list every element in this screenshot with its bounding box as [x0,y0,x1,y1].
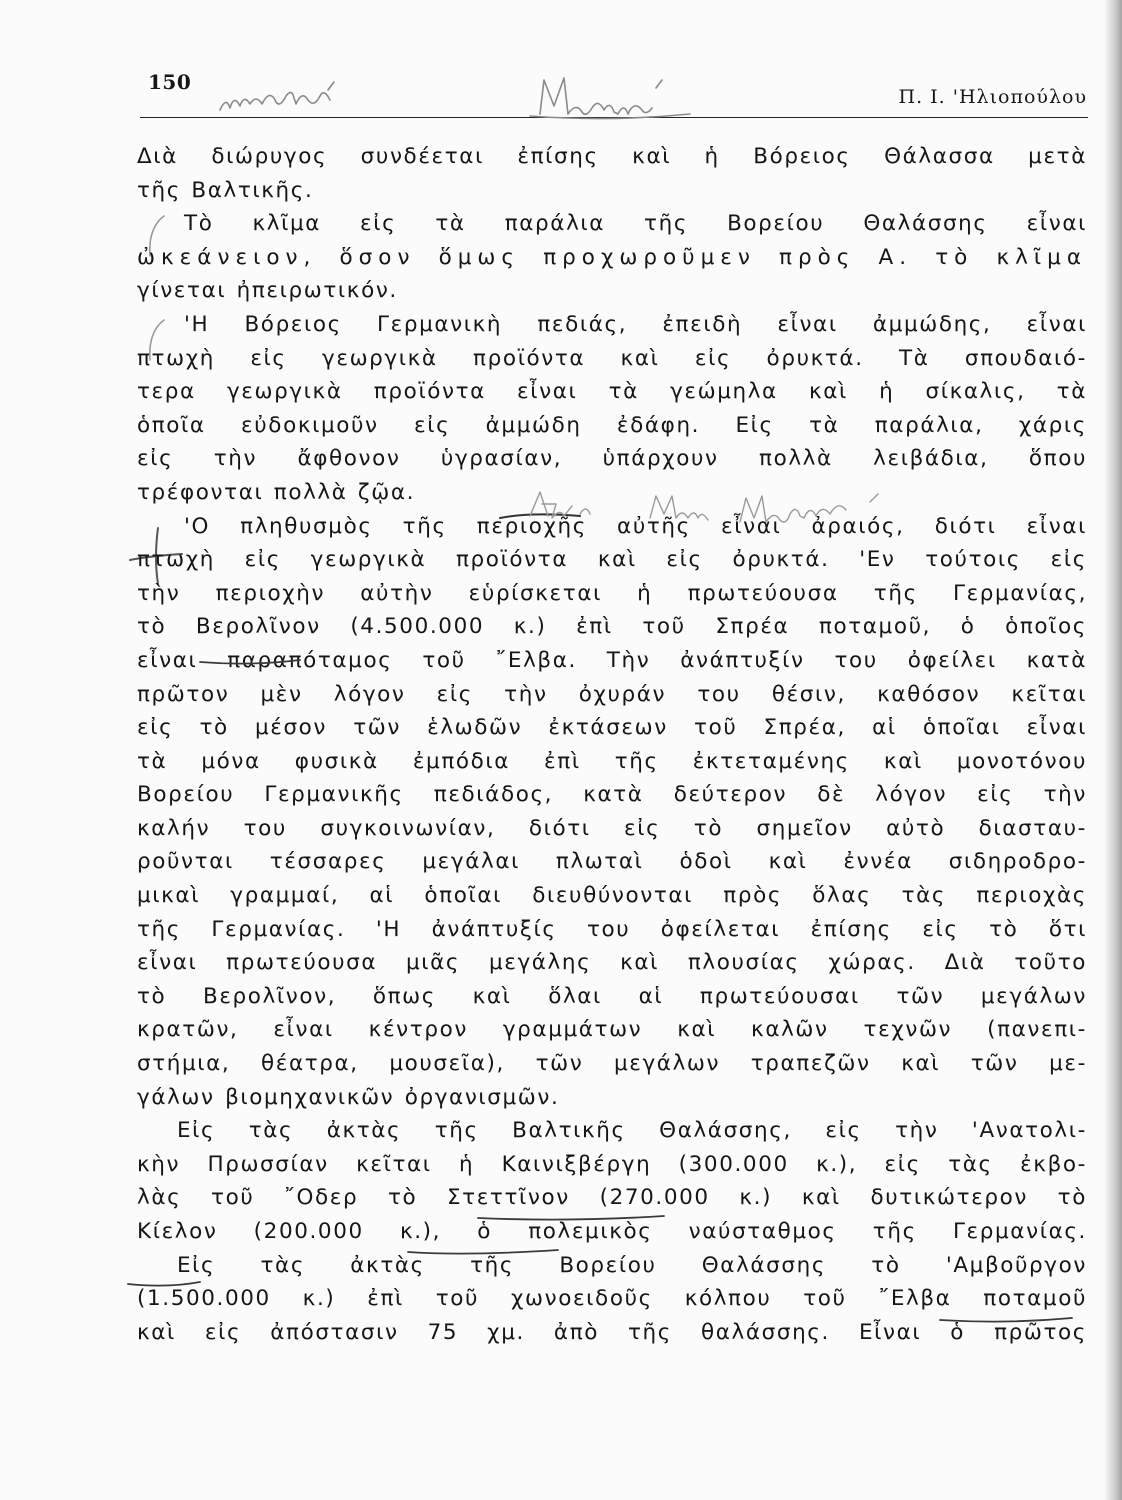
text-line: τρέφονται πολλὰ ζῷα. [137,479,416,505]
text-line: μικαὶ γραμμαί, αἱ ὁποῖαι διευθύνονται πρὸς ὅλας τὰς περιοχὰς [137,883,1087,909]
text-line-content: ὠκεάνειον, ὅσον ὅμως προχωροῦμεν πρὸς Α. τὸ κλῖμα [137,244,1087,270]
text-line: εἰς τὴν ἄφθονον ὑγρασίαν, ὑπάρχουν πολλὰ λειβάδια, ὅπου [137,446,1087,472]
text-line: κρατῶν, εἶναι κέντρον γραμμάτων καὶ καλῶν τεχνῶν (πανεπι- [137,1017,1087,1043]
text-line: 'Ο πληθυσμὸς τῆς περιοχῆς αὐτῆς εἶναι ἀραιός, διότι εἶναι [184,513,1087,539]
text-line: Εἰς τὰς ἀκτὰς τῆς Βορείου Θαλάσσης τὸ 'Αμβοῦργον [177,1252,1087,1278]
text-line: εἶναι πρωτεύουσα μιᾶς μεγάλης καὶ πλουσίας χώρας. Διὰ τοῦτο [137,950,1087,976]
running-header: Π. Ι. 'Ηλιοπούλου [898,86,1087,108]
text-line: καλήν του συγκοινωνίαν, διότι εἰς τὸ σημεῖον αὐτὸ διασταυ- [137,815,1087,841]
text-line: ροῦνται τέσσαρες μεγάλαι πλωταὶ ὁδοὶ καὶ ἐννέα σιδηροδρο- [137,849,1087,875]
text-line: τῆς Γερμανίας. 'Η ἀνάπτυξίς του ὀφείλεται ἐπίσης εἰς τὸ ὅτι [137,916,1087,942]
text-line [137,241,1087,275]
text-line: τῆς Βαλτικῆς. [137,177,314,203]
page-body-text [137,140,1087,1349]
binding-shadow [1104,0,1122,1500]
text-line: στήμια, θέατρα, μουσεῖα), τῶν μεγάλων τραπεζῶν καὶ τῶν με- [137,1051,1087,1077]
text-line: Εἰς τὰς ἀκτὰς τῆς Βαλτικῆς Θαλάσσης, εἰς τὴν 'Ανατολι- [177,1118,1087,1144]
text-line: Διὰ διώρυγος συνδέεται ἐπίσης καὶ ἡ Βόρειος Θάλασσα μετὰ [137,144,1087,169]
text-line: τὴν περιοχὴν αὐτὴν εὑρίσκεται ἡ πρωτεύουσα τῆς Γερμανίας, [137,580,1087,606]
text-line: 'Η Βόρειος Γερμανικὴ πεδιάς, ἐπειδὴ εἶναι ἀμμώδης, εἶναι [184,311,1087,337]
text-line: κὴν Πρωσσίαν κεῖται ἡ Καινιξβέργη (300.000 κ.), εἰς τὰς ἐκβο- [137,1151,1087,1177]
text-line: πτωχὴ εἰς γεωργικὰ προϊόντα καὶ εἰς ὀρυκτά. Τὰ σπουδαιό- [137,345,1087,371]
text-line: λὰς τοῦ ῎Οδερ τὸ Στεττῖνον (270.000 κ.) καὶ δυτικώτερον τὸ [137,1185,1087,1211]
text-line: γίνεται ἠπειρωτικόν. [137,278,398,304]
text-line: εἰς τὸ μέσον τῶν ἑλωδῶν ἐκτάσεων τοῦ Σπρέα, αἱ ὁποῖαι εἶναι [137,715,1087,741]
page-number: 150 [148,70,192,94]
text-line: πρῶτον μὲν λόγον εἰς τὴν ὀχυράν του θέσιν, καθόσον κεῖται [137,681,1087,707]
text-line: τερα γεωργικὰ προϊόντα εἶναι τὰ γεώμηλα καὶ ἡ σίκαλις, τὰ [137,379,1087,405]
text-line: πτωχὴ εἰς γεωργικὰ προϊόντα καὶ εἰς ὀρυκτά. 'Εν τούτοις εἰς [137,547,1087,573]
text-line: Βορείου Γερμανικῆς πεδιάδος, κατὰ δεύτερον δὲ λόγον εἰς τὴν [137,782,1087,808]
text-line: τὸ Βερολῖνον, ὅπως καὶ ὅλαι αἱ πρωτεύουσαι τῶν μεγάλων [137,983,1087,1009]
text-line: εἶναι παραπόταμος τοῦ ῎Ελβα. Τὴν ἀνάπτυξίν του ὀφείλει κατὰ [137,647,1087,673]
text-line: καὶ εἰς ἀπόστασιν 75 χμ. ἀπὸ τῆς θαλάσσης. Εἶναι ὁ πρῶτος [137,1319,1087,1345]
text-line: τὸ Βερολῖνον (4.500.000 κ.) ἐπὶ τοῦ Σπρέα ποταμοῦ, ὁ ὁποῖος [137,614,1087,640]
text-line: (1.500.000 κ.) ἐπὶ τοῦ χωνοειδοῦς κόλπου τοῦ ῎Ελβα ποταμοῦ [137,1286,1087,1312]
text-line: ὁποῖα εὐδοκιμοῦν εἰς ἀμμώδη ἐδάφη. Εἰς τὰ παράλια, χάρις [137,412,1087,438]
handwritten-signature [200,68,720,128]
text-line: Τὸ κλῖμα εἰς τὰ παράλια τῆς Βορείου Θαλάσσης εἶναι [184,211,1087,237]
text-line: γάλων βιομηχανικῶν ὀργανισμῶν. [137,1084,560,1110]
text-line: τὰ μόνα φυσικὰ ἐμπόδια ἐπὶ τῆς ἐκτεταμένης καὶ μονοτόνου [137,748,1087,774]
text-line: Κίελον (200.000 κ.), ὁ πολεμικὸς ναύσταθμος τῆς Γερμανίας. [137,1219,1087,1244]
